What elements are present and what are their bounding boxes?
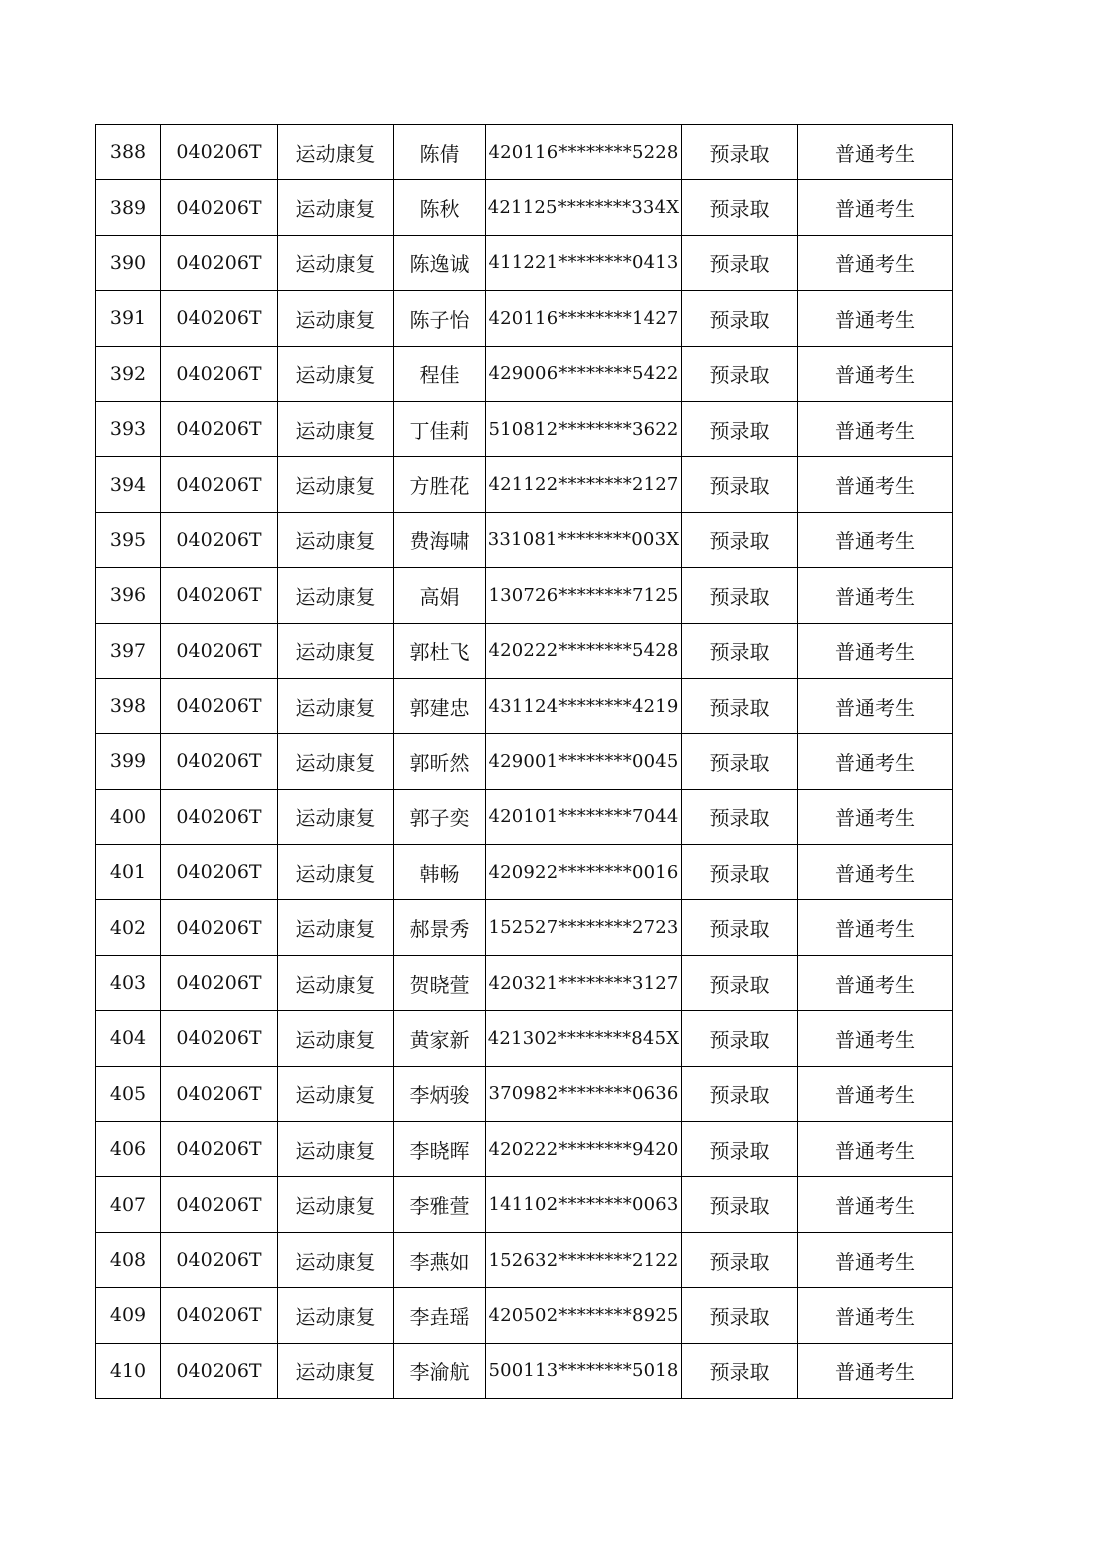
- table-row: [96, 512, 953, 567]
- cell-major-code: 040206T: [161, 678, 278, 733]
- cell-id-number: 420116********5228: [486, 125, 682, 180]
- table-row: [96, 1122, 953, 1177]
- cell-major-name: 运动康复: [278, 1011, 394, 1066]
- cell-major-name: 运动康复: [278, 678, 394, 733]
- cell-major-name: 运动康复: [278, 125, 394, 180]
- cell-major-name: 运动康复: [278, 1122, 394, 1177]
- cell-major-name: 运动康复: [278, 845, 394, 900]
- cell-student-type: 普通考生: [798, 125, 953, 180]
- cell-id-number: 152632********2122: [486, 1232, 682, 1287]
- cell-student-type: 普通考生: [798, 1177, 953, 1232]
- cell-student-type: 普通考生: [798, 291, 953, 346]
- table-row: [96, 125, 953, 180]
- cell-major-name: 运动康复: [278, 1343, 394, 1398]
- cell-major-code: 040206T: [161, 623, 278, 678]
- cell-serial-number: 409: [96, 1288, 161, 1343]
- cell-major-name: 运动康复: [278, 401, 394, 456]
- cell-major-code: 040206T: [161, 180, 278, 235]
- cell-student-type: 普通考生: [798, 734, 953, 789]
- cell-serial-number: 395: [96, 512, 161, 567]
- cell-admission-status: 预录取: [682, 235, 798, 290]
- cell-serial-number: 399: [96, 734, 161, 789]
- cell-student-type: 普通考生: [798, 678, 953, 733]
- table-row: [96, 180, 953, 235]
- cell-major-code: 040206T: [161, 845, 278, 900]
- cell-student-type: 普通考生: [798, 1232, 953, 1287]
- admission-table: [95, 124, 953, 1399]
- cell-id-number: 411221********0413: [486, 235, 682, 290]
- cell-student-type: 普通考生: [798, 1343, 953, 1398]
- cell-id-number: 429001********0045: [486, 734, 682, 789]
- cell-major-code: 040206T: [161, 346, 278, 401]
- cell-student-type: 普通考生: [798, 457, 953, 512]
- cell-serial-number: 397: [96, 623, 161, 678]
- cell-student-type: 普通考生: [798, 346, 953, 401]
- cell-admission-status: 预录取: [682, 1232, 798, 1287]
- cell-admission-status: 预录取: [682, 125, 798, 180]
- cell-major-code: 040206T: [161, 1177, 278, 1232]
- cell-admission-status: 预录取: [682, 180, 798, 235]
- cell-id-number: 420222********5428: [486, 623, 682, 678]
- cell-major-name: 运动康复: [278, 291, 394, 346]
- cell-student-type: 普通考生: [798, 568, 953, 623]
- table-body: [96, 125, 953, 1399]
- cell-student-type: 普通考生: [798, 235, 953, 290]
- cell-major-code: 040206T: [161, 291, 278, 346]
- cell-admission-status: 预录取: [682, 1177, 798, 1232]
- cell-serial-number: 408: [96, 1232, 161, 1287]
- cell-admission-status: 预录取: [682, 678, 798, 733]
- cell-major-name: 运动康复: [278, 568, 394, 623]
- cell-id-number: 421122********2127: [486, 457, 682, 512]
- cell-id-number: 421302********845X: [486, 1011, 682, 1066]
- cell-major-code: 040206T: [161, 789, 278, 844]
- table-row: [96, 1011, 953, 1066]
- cell-serial-number: 388: [96, 125, 161, 180]
- cell-serial-number: 403: [96, 955, 161, 1010]
- cell-student-name: 李垚瑶: [394, 1288, 486, 1343]
- cell-admission-status: 预录取: [682, 1122, 798, 1177]
- cell-admission-status: 预录取: [682, 623, 798, 678]
- cell-major-name: 运动康复: [278, 1288, 394, 1343]
- cell-student-type: 普通考生: [798, 1122, 953, 1177]
- table-row: [96, 1066, 953, 1121]
- cell-major-code: 040206T: [161, 1343, 278, 1398]
- cell-student-type: 普通考生: [798, 1011, 953, 1066]
- cell-major-name: 运动康复: [278, 346, 394, 401]
- cell-student-name: 郭杜飞: [394, 623, 486, 678]
- cell-id-number: 420502********8925: [486, 1288, 682, 1343]
- cell-admission-status: 预录取: [682, 457, 798, 512]
- table-row: [96, 1288, 953, 1343]
- cell-student-type: 普通考生: [798, 845, 953, 900]
- cell-serial-number: 392: [96, 346, 161, 401]
- cell-student-name: 陈秋: [394, 180, 486, 235]
- cell-major-name: 运动康复: [278, 955, 394, 1010]
- cell-id-number: 420116********1427: [486, 291, 682, 346]
- cell-id-number: 141102********0063: [486, 1177, 682, 1232]
- cell-major-code: 040206T: [161, 1288, 278, 1343]
- cell-student-name: 韩畅: [394, 845, 486, 900]
- table-row: [96, 1343, 953, 1398]
- cell-major-name: 运动康复: [278, 900, 394, 955]
- cell-serial-number: 391: [96, 291, 161, 346]
- cell-major-code: 040206T: [161, 512, 278, 567]
- cell-admission-status: 预录取: [682, 789, 798, 844]
- table-row: [96, 734, 953, 789]
- cell-serial-number: 406: [96, 1122, 161, 1177]
- cell-admission-status: 预录取: [682, 346, 798, 401]
- cell-major-name: 运动康复: [278, 512, 394, 567]
- cell-serial-number: 389: [96, 180, 161, 235]
- cell-student-type: 普通考生: [798, 512, 953, 567]
- cell-admission-status: 预录取: [682, 291, 798, 346]
- table-row: [96, 568, 953, 623]
- cell-student-type: 普通考生: [798, 900, 953, 955]
- table-row: [96, 1177, 953, 1232]
- cell-major-code: 040206T: [161, 457, 278, 512]
- cell-student-name: 贺晓萱: [394, 955, 486, 1010]
- table-row: [96, 789, 953, 844]
- cell-student-type: 普通考生: [798, 623, 953, 678]
- cell-major-name: 运动康复: [278, 789, 394, 844]
- cell-serial-number: 404: [96, 1011, 161, 1066]
- cell-major-name: 运动康复: [278, 734, 394, 789]
- table-row: [96, 235, 953, 290]
- cell-student-type: 普通考生: [798, 1288, 953, 1343]
- cell-student-name: 李雅萱: [394, 1177, 486, 1232]
- cell-major-code: 040206T: [161, 900, 278, 955]
- cell-student-name: 方胜花: [394, 457, 486, 512]
- cell-major-code: 040206T: [161, 125, 278, 180]
- cell-major-code: 040206T: [161, 568, 278, 623]
- cell-serial-number: 405: [96, 1066, 161, 1121]
- cell-serial-number: 410: [96, 1343, 161, 1398]
- cell-student-name: 陈子怡: [394, 291, 486, 346]
- cell-student-name: 程佳: [394, 346, 486, 401]
- cell-major-name: 运动康复: [278, 623, 394, 678]
- table-row: [96, 1232, 953, 1287]
- cell-id-number: 420922********0016: [486, 845, 682, 900]
- cell-id-number: 421125********334X: [486, 180, 682, 235]
- cell-serial-number: 407: [96, 1177, 161, 1232]
- table-row: [96, 457, 953, 512]
- cell-student-name: 黄家新: [394, 1011, 486, 1066]
- cell-major-code: 040206T: [161, 401, 278, 456]
- cell-id-number: 420321********3127: [486, 955, 682, 1010]
- cell-serial-number: 396: [96, 568, 161, 623]
- table-row: [96, 845, 953, 900]
- table-row: [96, 401, 953, 456]
- cell-admission-status: 预录取: [682, 1066, 798, 1121]
- cell-student-name: 李渝航: [394, 1343, 486, 1398]
- cell-student-type: 普通考生: [798, 789, 953, 844]
- cell-student-type: 普通考生: [798, 955, 953, 1010]
- cell-major-code: 040206T: [161, 1232, 278, 1287]
- cell-serial-number: 400: [96, 789, 161, 844]
- cell-admission-status: 预录取: [682, 1343, 798, 1398]
- cell-student-name: 李燕如: [394, 1232, 486, 1287]
- cell-major-name: 运动康复: [278, 1066, 394, 1121]
- cell-student-name: 高娟: [394, 568, 486, 623]
- table-row: [96, 291, 953, 346]
- cell-id-number: 510812********3622: [486, 401, 682, 456]
- cell-serial-number: 390: [96, 235, 161, 290]
- cell-serial-number: 398: [96, 678, 161, 733]
- cell-admission-status: 预录取: [682, 900, 798, 955]
- cell-major-name: 运动康复: [278, 1232, 394, 1287]
- cell-student-name: 陈逸诚: [394, 235, 486, 290]
- cell-serial-number: 402: [96, 900, 161, 955]
- cell-admission-status: 预录取: [682, 955, 798, 1010]
- cell-id-number: 500113********5018: [486, 1343, 682, 1398]
- cell-major-code: 040206T: [161, 1122, 278, 1177]
- cell-major-code: 040206T: [161, 1066, 278, 1121]
- cell-student-type: 普通考生: [798, 1066, 953, 1121]
- cell-student-type: 普通考生: [798, 401, 953, 456]
- table-row: [96, 900, 953, 955]
- cell-id-number: 331081********003X: [486, 512, 682, 567]
- cell-student-name: 丁佳莉: [394, 401, 486, 456]
- table-row: [96, 346, 953, 401]
- cell-admission-status: 预录取: [682, 512, 798, 567]
- table-row: [96, 623, 953, 678]
- cell-id-number: 370982********0636: [486, 1066, 682, 1121]
- table-row: [96, 955, 953, 1010]
- cell-id-number: 420222********9420: [486, 1122, 682, 1177]
- cell-id-number: 420101********7044: [486, 789, 682, 844]
- cell-admission-status: 预录取: [682, 734, 798, 789]
- cell-admission-status: 预录取: [682, 1288, 798, 1343]
- cell-admission-status: 预录取: [682, 845, 798, 900]
- cell-major-name: 运动康复: [278, 1177, 394, 1232]
- cell-student-type: 普通考生: [798, 180, 953, 235]
- cell-major-name: 运动康复: [278, 457, 394, 512]
- cell-id-number: 431124********4219: [486, 678, 682, 733]
- cell-serial-number: 394: [96, 457, 161, 512]
- cell-id-number: 130726********7125: [486, 568, 682, 623]
- cell-id-number: 429006********5422: [486, 346, 682, 401]
- cell-student-name: 郝景秀: [394, 900, 486, 955]
- cell-major-code: 040206T: [161, 955, 278, 1010]
- cell-admission-status: 预录取: [682, 1011, 798, 1066]
- cell-major-name: 运动康复: [278, 235, 394, 290]
- cell-student-name: 李晓晖: [394, 1122, 486, 1177]
- cell-student-name: 费海啸: [394, 512, 486, 567]
- cell-student-name: 郭子奕: [394, 789, 486, 844]
- cell-major-code: 040206T: [161, 1011, 278, 1066]
- cell-major-code: 040206T: [161, 235, 278, 290]
- cell-student-name: 陈倩: [394, 125, 486, 180]
- cell-admission-status: 预录取: [682, 568, 798, 623]
- cell-serial-number: 393: [96, 401, 161, 456]
- cell-id-number: 152527********2723: [486, 900, 682, 955]
- cell-student-name: 郭昕然: [394, 734, 486, 789]
- table-row: [96, 678, 953, 733]
- cell-admission-status: 预录取: [682, 401, 798, 456]
- cell-student-name: 李炳骏: [394, 1066, 486, 1121]
- cell-serial-number: 401: [96, 845, 161, 900]
- cell-major-name: 运动康复: [278, 180, 394, 235]
- cell-student-name: 郭建忠: [394, 678, 486, 733]
- cell-major-code: 040206T: [161, 734, 278, 789]
